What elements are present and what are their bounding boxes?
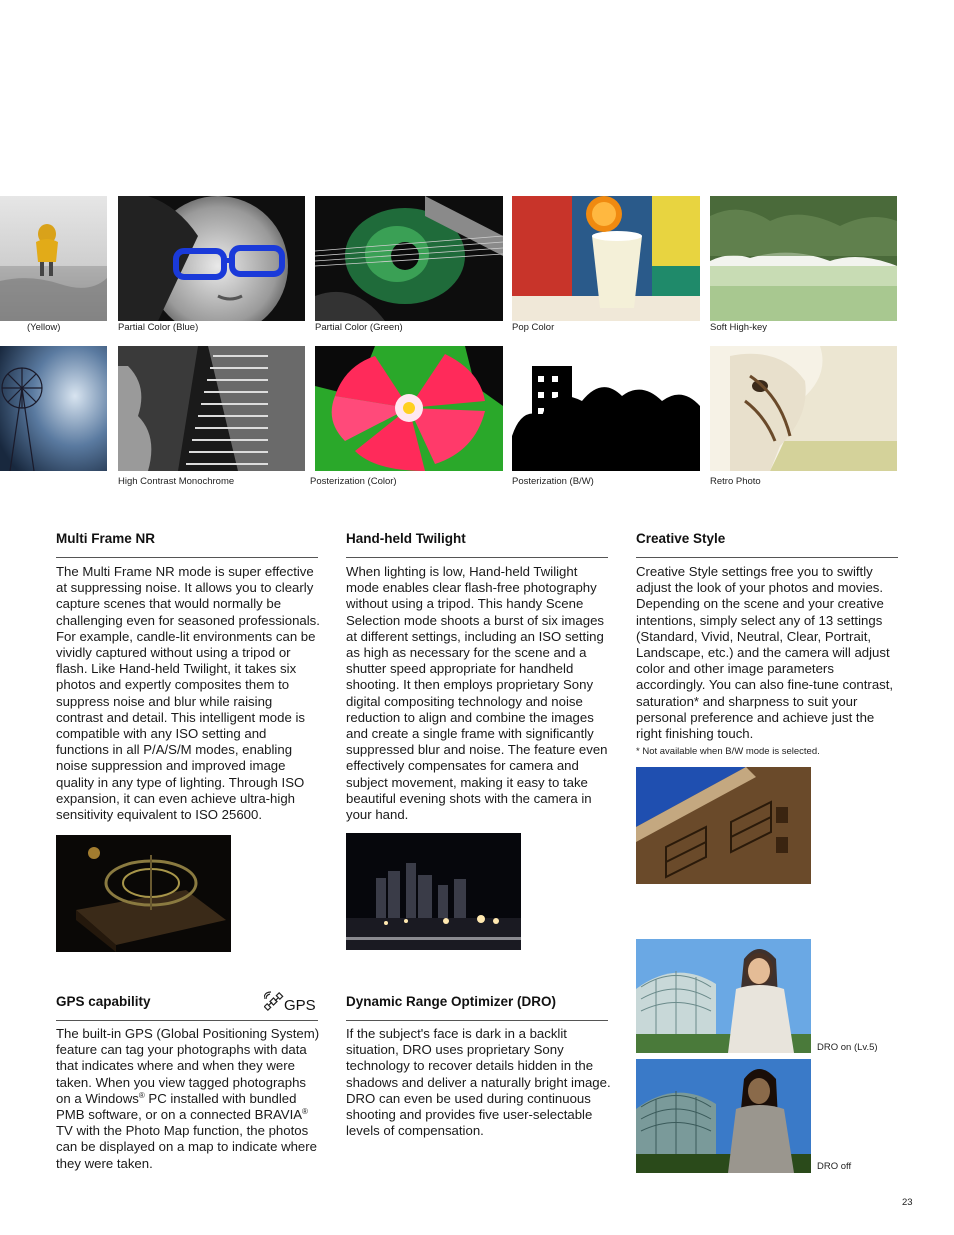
photo-multi-frame-nr [56, 835, 231, 952]
gps-body-part-1: The built-in GPS (Global Positioning System) feature can tag your photographs with data that indicates where and when they were taken. When you view tagged photographs on a Windows [56, 1026, 320, 1106]
multi-frame-nr-title: Multi Frame NR [56, 531, 156, 546]
photo-soft-high-key [710, 196, 897, 321]
creative-style-body: Creative Style settings free you to swiftly adjust the look of your photos and movies. Depending on the scene and your creative intentions, simply select any of 13 settings (Standard, Vivid, Neutral, Clear, Portrait, Landscape, etc.) and the camera will adjust color and other image parameters accordingly. You can also fine-tune contrast, saturation* and sharpness to suit your personal preference and achieve just the right finishing touch. [636, 564, 894, 742]
creative-style-rule [636, 557, 898, 558]
caption-retro-photo: Retro Photo [710, 476, 761, 487]
registered-mark: ® [138, 1090, 145, 1100]
hand-held-twilight-title: Hand-held Twilight [346, 531, 466, 546]
gps-body-part-3: TV with the Photo Map function, the photos can be displayed on a map to indicate where they were taken. [56, 1123, 317, 1171]
caption-yellow: (Yellow) [27, 322, 61, 333]
photo-posterization-bw [512, 346, 700, 471]
hand-held-twilight-body: When lighting is low, Hand-held Twilight mode enables clear flash-free photography without using a tripod. This handy Scene Selection mode shoots a burst of six images at different settings, including an ISO setting as high as necessary for the scene and a shutter speed appropriate for handheld shooting. It then employs proprietary Sony digital compositing technology and noise reduction to align and combine the images and create a single frame with significantly suppressed blur and noise. The feature even effectively compensates for camera and subject movement, making it easy to take beautiful evening shots with the camera in your hand. [346, 564, 608, 823]
photo-creative-style [636, 767, 811, 884]
caption-posterization-bw: Posterization (B/W) [512, 476, 594, 487]
page-number: 23 [902, 1197, 913, 1208]
caption-high-contrast-monochrome: High Contrast Monochrome [118, 476, 235, 487]
creative-style-title: Creative Style [636, 531, 726, 546]
gps-title: GPS capability [56, 994, 151, 1009]
photo-partial-color-blue [118, 196, 305, 321]
multi-frame-nr-rule [56, 557, 318, 558]
caption-pop-color: Pop Color [512, 322, 555, 333]
photo-partial-color-green [315, 196, 503, 321]
photo-hand-held-twilight [346, 833, 521, 950]
photo-pop-color [512, 196, 700, 321]
satellite-icon [264, 991, 284, 1013]
dro-rule [346, 1020, 608, 1021]
caption-soft-high-key: Soft High-key [710, 322, 768, 333]
caption-dro-off: DRO off [817, 1161, 852, 1172]
gps-body-part-2: PC installed with bundled PMB software, or on a connected BRAVIA [56, 1090, 303, 1123]
photo-partial-color-yellow [0, 196, 107, 321]
gps-rule [56, 1020, 318, 1021]
photo-high-contrast-monochrome [118, 346, 305, 471]
photo-dro-on [636, 939, 811, 1053]
photo-retro-photo [710, 346, 897, 471]
gps-logo-text: GPS [284, 997, 316, 1014]
gps-body [56, 1026, 322, 1172]
hand-held-twilight-rule [346, 557, 608, 558]
dro-body: If the subject's face is dark in a backlit situation, DRO uses proprietary Sony technology to recover details hidden in the shadows and deliver a naturally bright image. DRO can even be used during continuous shooting and provides five user-selectable levels of compensation. [346, 1026, 611, 1139]
photo-ferris-wheel [0, 346, 107, 471]
photo-dro-off [636, 1059, 811, 1173]
caption-partial-color-green: Partial Color (Green) [315, 322, 403, 333]
caption-posterization-color: Posterization (Color) [310, 476, 397, 487]
creative-style-footnote: * Not available when B/W mode is selected. [636, 746, 820, 757]
multi-frame-nr-body: The Multi Frame NR mode is super effective at suppressing noise. It allows you to clearly capture scenes that would normally be challenging even for seasoned professionals. For example, candle-lit environments can be vividly captured without using a tripod or flash. Like Hand-held Twilight, it takes six photos and expertly composites them to suppress noise and blur while raising contrast and detail. This intelligent mode is compatible with any ISO setting and functions in all P/A/S/M modes, enabling noise suppression and improved image quality in any type of lighting. Through ISO expansion, it can even achieve ultra-high sensitivity equivalent to ISO 25600. [56, 564, 320, 823]
caption-dro-on: DRO on (Lv.5) [817, 1042, 878, 1053]
caption-partial-color-blue: Partial Color (Blue) [118, 322, 199, 333]
dro-title: Dynamic Range Optimizer (DRO) [346, 994, 557, 1009]
photo-posterization-color [315, 346, 503, 471]
registered-mark: ® [302, 1107, 308, 1117]
